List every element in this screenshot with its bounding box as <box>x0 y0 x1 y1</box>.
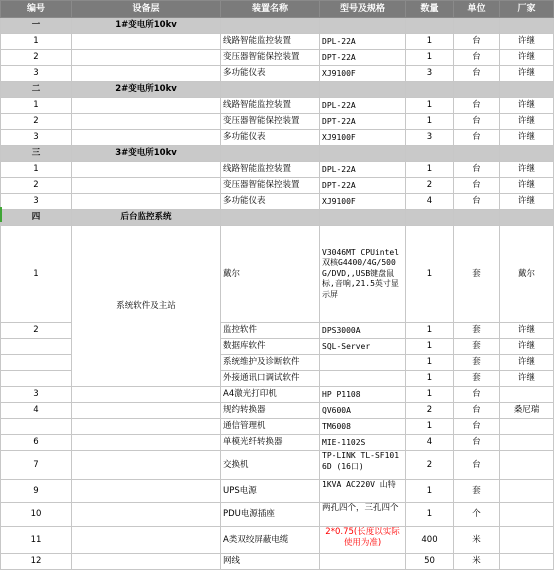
table-row <box>1 194 554 210</box>
cell-no[interactable] <box>1 339 72 355</box>
cell-unit[interactable]: 台 <box>454 66 500 82</box>
cell-vendor[interactable]: 许继 <box>500 98 554 114</box>
cell-name[interactable]: UPS电源 <box>221 480 320 503</box>
cell-name[interactable]: PDU电源插座 <box>221 503 320 527</box>
header-vendor[interactable]: 厂家 <box>500 1 554 18</box>
cell-name[interactable]: 单模光纤转换器 <box>221 435 320 451</box>
cell-name[interactable]: 系统维护及诊断软件 <box>221 355 320 371</box>
cell-qty[interactable]: 3 <box>406 66 454 82</box>
cell-name[interactable]: 变压器智能保控装置 <box>221 114 320 130</box>
empty-cell[interactable] <box>221 210 320 226</box>
cell-vendor[interactable]: 许继 <box>500 66 554 82</box>
section-no[interactable]: 一 <box>1 18 72 34</box>
cell-layer[interactable] <box>72 451 221 480</box>
cell-model[interactable]: DPT-22A <box>320 50 406 66</box>
cell-layer[interactable] <box>72 527 221 554</box>
cell-unit[interactable]: 台 <box>454 387 500 403</box>
cell-model[interactable]: QV600A <box>320 403 406 419</box>
cell-no[interactable]: 10 <box>1 503 72 527</box>
cell-model[interactable]: XJ9100F <box>320 66 406 82</box>
table-row <box>1 50 554 66</box>
empty-cell[interactable] <box>500 210 554 226</box>
section-title[interactable]: 3#变电所10kv <box>72 146 221 162</box>
table-row <box>1 162 554 178</box>
cell-no[interactable]: 4 <box>1 403 72 419</box>
cell-name[interactable]: 线路智能监控装置 <box>221 98 320 114</box>
table-row <box>1 403 554 419</box>
empty-cell[interactable] <box>221 18 320 34</box>
cell-unit[interactable]: 套 <box>454 480 500 503</box>
table-row <box>1 554 554 570</box>
cell-model[interactable] <box>320 554 406 570</box>
empty-cell[interactable] <box>221 82 320 98</box>
section-row <box>1 210 554 226</box>
cell-no[interactable]: 6 <box>1 435 72 451</box>
cell-no[interactable]: 1 <box>1 226 72 323</box>
cell-qty[interactable]: 50 <box>406 554 454 570</box>
cell-model-note[interactable]: 2*0.75(长度以实际使用为准) <box>320 527 406 554</box>
cell-model[interactable]: V3046MT CPUintel双核G4400/4G/500G/DVD,,USB键盘鼠标,音响,21.5英寸显示屏 <box>320 226 406 323</box>
cell-name[interactable]: 多功能仪表 <box>221 130 320 146</box>
cell-model[interactable]: HP P1108 <box>320 387 406 403</box>
cell-name[interactable]: 变压器智能保控装置 <box>221 50 320 66</box>
cell-unit[interactable]: 台 <box>454 178 500 194</box>
table-row <box>1 226 554 323</box>
section-title[interactable]: 1#变电所10kv <box>72 18 221 34</box>
cell-unit[interactable]: 台 <box>454 34 500 50</box>
empty-cell[interactable] <box>320 210 406 226</box>
empty-cell[interactable] <box>320 82 406 98</box>
cell-vendor[interactable]: 许继 <box>500 323 554 339</box>
cell-model[interactable] <box>320 355 406 371</box>
header-no[interactable]: 编号 <box>1 1 72 18</box>
cell-layer[interactable] <box>72 50 221 66</box>
cell-vendor[interactable] <box>500 451 554 480</box>
cell-name[interactable]: 多功能仪表 <box>221 194 320 210</box>
table-row <box>1 34 554 50</box>
section-title[interactable]: 后台监控系统 <box>72 210 221 226</box>
cell-no[interactable]: 1 <box>1 34 72 50</box>
cell-no[interactable]: 12 <box>1 554 72 570</box>
cell-layer[interactable] <box>72 98 221 114</box>
cell-model[interactable]: DPT-22A <box>320 114 406 130</box>
cell-name[interactable]: 戴尔 <box>221 226 320 323</box>
cell-model[interactable]: TP-LINK TL-SF1016D (16口) <box>320 451 406 480</box>
cell-layer[interactable] <box>72 130 221 146</box>
cell-vendor[interactable] <box>500 435 554 451</box>
cell-name[interactable]: 线路智能监控装置 <box>221 162 320 178</box>
cell-unit[interactable]: 套 <box>454 339 500 355</box>
empty-cell[interactable] <box>320 146 406 162</box>
cell-unit[interactable]: 台 <box>454 98 500 114</box>
cell-unit[interactable]: 台 <box>454 50 500 66</box>
cell-vendor[interactable]: 许继 <box>500 194 554 210</box>
cell-layer[interactable] <box>72 554 221 570</box>
cell-no[interactable]: 3 <box>1 130 72 146</box>
cell-qty[interactable]: 1 <box>406 480 454 503</box>
table-row <box>1 66 554 82</box>
cell-name[interactable]: A类双绞屏蔽电缆 <box>221 527 320 554</box>
empty-cell[interactable] <box>454 82 500 98</box>
section-row <box>1 18 554 34</box>
cell-no[interactable]: 11 <box>1 527 72 554</box>
section-row <box>1 82 554 98</box>
empty-cell[interactable] <box>454 18 500 34</box>
cell-model[interactable]: XJ9100F <box>320 194 406 210</box>
cell-vendor[interactable]: 许继 <box>500 130 554 146</box>
header-row <box>1 1 554 18</box>
cell-name[interactable]: 线路智能监控装置 <box>221 34 320 50</box>
cell-unit[interactable]: 套 <box>454 226 500 323</box>
cell-no[interactable]: 3 <box>1 387 72 403</box>
cell-qty[interactable]: 1 <box>406 98 454 114</box>
selected-row-marker <box>0 207 2 222</box>
cell-vendor[interactable] <box>500 554 554 570</box>
cell-qty[interactable]: 1 <box>406 114 454 130</box>
cell-layer[interactable] <box>72 162 221 178</box>
cell-layer[interactable] <box>72 66 221 82</box>
empty-cell[interactable] <box>406 210 454 226</box>
cell-no[interactable] <box>1 419 72 435</box>
cell-layer[interactable] <box>72 194 221 210</box>
cell-vendor[interactable]: 许继 <box>500 162 554 178</box>
cell-layer[interactable] <box>72 34 221 50</box>
cell-vendor[interactable] <box>500 419 554 435</box>
cell-unit[interactable]: 套 <box>454 371 500 387</box>
cell-qty[interactable]: 1 <box>406 34 454 50</box>
cell-unit[interactable]: 个 <box>454 503 500 527</box>
cell-qty[interactable]: 1 <box>406 355 454 371</box>
cell-qty[interactable]: 1 <box>406 323 454 339</box>
empty-cell[interactable] <box>406 82 454 98</box>
cell-vendor[interactable]: 戴尔 <box>500 226 554 323</box>
empty-cell[interactable] <box>454 146 500 162</box>
cell-vendor[interactable] <box>500 527 554 554</box>
cell-name[interactable]: 数据库软件 <box>221 339 320 355</box>
cell-qty[interactable]: 3 <box>406 130 454 146</box>
cell-name[interactable]: 外接通讯口调试软件 <box>221 371 320 387</box>
cell-unit[interactable]: 套 <box>454 355 500 371</box>
table-row <box>1 98 554 114</box>
cell-layer-merged[interactable]: 系统软件及主站 <box>72 226 221 387</box>
table-row <box>1 527 554 554</box>
cell-qty[interactable]: 1 <box>406 371 454 387</box>
cell-name[interactable]: 多功能仪表 <box>221 66 320 82</box>
section-no[interactable]: 二 <box>1 82 72 98</box>
cell-name[interactable]: 变压器智能保控装置 <box>221 178 320 194</box>
cell-layer[interactable] <box>72 387 221 403</box>
cell-qty[interactable]: 1 <box>406 50 454 66</box>
cell-no[interactable]: 2 <box>1 178 72 194</box>
cell-model[interactable]: DPT-22A <box>320 178 406 194</box>
header-model[interactable]: 型号及规格 <box>320 1 406 18</box>
cell-name[interactable]: 监控软件 <box>221 323 320 339</box>
cell-name[interactable]: 通信管理机 <box>221 419 320 435</box>
cell-vendor[interactable]: 许继 <box>500 355 554 371</box>
cell-unit[interactable]: 台 <box>454 114 500 130</box>
empty-cell[interactable] <box>406 146 454 162</box>
cell-model[interactable]: 1KVA AC220V 山特 <box>320 480 406 503</box>
empty-cell[interactable] <box>500 146 554 162</box>
cell-unit[interactable]: 米 <box>454 527 500 554</box>
cell-unit[interactable]: 台 <box>454 130 500 146</box>
empty-cell[interactable] <box>406 18 454 34</box>
table-row <box>1 130 554 146</box>
cell-unit[interactable]: 台 <box>454 162 500 178</box>
cell-qty[interactable]: 1 <box>406 503 454 527</box>
cell-vendor[interactable]: 许继 <box>500 339 554 355</box>
cell-layer[interactable] <box>72 114 221 130</box>
cell-model[interactable]: 两孔四个，三孔四个 <box>320 503 406 527</box>
cell-layer[interactable] <box>72 178 221 194</box>
cell-model[interactable]: MIE-1102S <box>320 435 406 451</box>
cell-no[interactable]: 7 <box>1 451 72 480</box>
cell-no[interactable] <box>1 371 72 387</box>
cell-vendor[interactable]: 许继 <box>500 178 554 194</box>
cell-model[interactable]: DPL-22A <box>320 34 406 50</box>
section-no[interactable]: 四 <box>1 210 72 226</box>
cell-model[interactable]: DPS3000A <box>320 323 406 339</box>
cell-unit[interactable]: 米 <box>454 554 500 570</box>
cell-qty[interactable]: 1 <box>406 419 454 435</box>
table-row <box>1 451 554 480</box>
cell-qty[interactable]: 2 <box>406 403 454 419</box>
cell-unit[interactable]: 台 <box>454 435 500 451</box>
cell-name[interactable]: A4激光打印机 <box>221 387 320 403</box>
cell-no[interactable]: 2 <box>1 50 72 66</box>
table-row <box>1 480 554 503</box>
section-row <box>1 146 554 162</box>
cell-layer[interactable] <box>72 503 221 527</box>
cell-vendor[interactable]: 许继 <box>500 50 554 66</box>
cell-name[interactable]: 规约转换器 <box>221 403 320 419</box>
cell-model[interactable]: DPL-22A <box>320 162 406 178</box>
section-no[interactable]: 三 <box>1 146 72 162</box>
cell-vendor[interactable]: 许继 <box>500 371 554 387</box>
header-layer[interactable]: 设备层 <box>72 1 221 18</box>
cell-no[interactable]: 1 <box>1 98 72 114</box>
cell-model[interactable]: XJ9100F <box>320 130 406 146</box>
header-unit[interactable]: 单位 <box>454 1 500 18</box>
cell-layer[interactable] <box>72 480 221 503</box>
cell-qty[interactable]: 1 <box>406 162 454 178</box>
cell-vendor[interactable] <box>500 503 554 527</box>
empty-cell[interactable] <box>454 210 500 226</box>
cell-no[interactable]: 3 <box>1 66 72 82</box>
cell-vendor[interactable] <box>500 480 554 503</box>
empty-cell[interactable] <box>221 146 320 162</box>
cell-vendor[interactable] <box>500 387 554 403</box>
table-row <box>1 435 554 451</box>
cell-qty[interactable]: 2 <box>406 451 454 480</box>
cell-model[interactable]: SQL-Server <box>320 339 406 355</box>
cell-unit[interactable]: 台 <box>454 451 500 480</box>
table-row <box>1 178 554 194</box>
table-row <box>1 114 554 130</box>
cell-vendor[interactable]: 许继 <box>500 34 554 50</box>
cell-layer[interactable] <box>72 435 221 451</box>
table-row <box>1 419 554 435</box>
cell-qty[interactable]: 2 <box>406 178 454 194</box>
cell-unit[interactable]: 台 <box>454 403 500 419</box>
cell-no[interactable] <box>1 355 72 371</box>
empty-cell[interactable] <box>320 18 406 34</box>
cell-name[interactable]: 交换机 <box>221 451 320 480</box>
cell-no[interactable]: 2 <box>1 114 72 130</box>
empty-cell[interactable] <box>500 18 554 34</box>
header-name[interactable]: 装置名称 <box>221 1 320 18</box>
cell-layer[interactable] <box>72 403 221 419</box>
empty-cell[interactable] <box>500 82 554 98</box>
cell-no[interactable]: 2 <box>1 323 72 339</box>
cell-no[interactable]: 9 <box>1 480 72 503</box>
cell-no[interactable]: 3 <box>1 194 72 210</box>
cell-qty[interactable]: 1 <box>406 339 454 355</box>
cell-no[interactable]: 1 <box>1 162 72 178</box>
cell-qty[interactable]: 400 <box>406 527 454 554</box>
cell-qty[interactable]: 1 <box>406 226 454 323</box>
cell-unit[interactable]: 台 <box>454 419 500 435</box>
cell-model[interactable]: TM6008 <box>320 419 406 435</box>
cell-qty[interactable]: 4 <box>406 194 454 210</box>
cell-vendor[interactable]: 许继 <box>500 114 554 130</box>
cell-model[interactable]: DPL-22A <box>320 98 406 114</box>
cell-qty[interactable]: 1 <box>406 387 454 403</box>
section-title[interactable]: 2#变电所10kv <box>72 82 221 98</box>
table-row <box>1 503 554 527</box>
header-qty[interactable]: 数量 <box>406 1 454 18</box>
cell-model[interactable] <box>320 371 406 387</box>
cell-qty[interactable]: 4 <box>406 435 454 451</box>
cell-vendor[interactable]: 桑尼瑞 <box>500 403 554 419</box>
cell-unit[interactable]: 套 <box>454 323 500 339</box>
cell-name[interactable]: 网线 <box>221 554 320 570</box>
cell-unit[interactable]: 台 <box>454 194 500 210</box>
cell-layer[interactable] <box>72 419 221 435</box>
table-row <box>1 387 554 403</box>
